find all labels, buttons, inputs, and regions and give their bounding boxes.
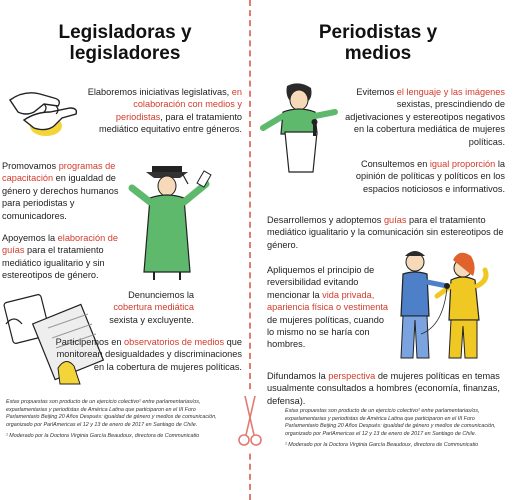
right-paragraph-1: Evitemos el lenguaje y las imágenes sexistas, prescindiendo de adjetivaciones y estereotipos negativos en la cobertura mediática de mujeres políticas. (345, 87, 505, 147)
left-title-line2: legisladores (69, 43, 181, 64)
right-footer-line: Parlamentario Beijing 20 Años Después: igualdad de género y medios de comunicación, (285, 423, 496, 430)
left-paragraph-5: Participemos en observatorios de medios que monitorean desigualdades y discriminaciones en la cobertura de mujeres políticas. (55, 337, 242, 372)
left-paragraph-1: Elaboremos iniciativas legislativas, en colaboración con medios y periodistas, para el tratamiento mediático equitativo entre géneros. (87, 87, 242, 135)
right-footer-note: ¹ Moderado por la Doctora Virginia García Beaudoux, directora de Communicatio (285, 442, 479, 449)
right-paragraph-4: Apliquemos el principio de reversibilidad evitando mencionar la vida privada, apariencia física o vestimenta de mujeres políticas, cuando lo mismo no se haría con hombres. (267, 265, 389, 350)
right-footer-line: exparlamentarias y periodistas de América Latina que participaron en el III Foro (285, 415, 475, 422)
right-title (293, 22, 463, 64)
left-title (20, 22, 230, 64)
left-footer (6, 399, 242, 441)
left-column (0, 0, 247, 500)
right-paragraph-2: Consultemos en igual proporción la opinión de políticas y políticos en los espacios noticiosos e informativos. (355, 159, 505, 194)
left-footer-note: ¹ Moderado por la Doctora Virginia García Beaudoux, directora de Communicatio (6, 433, 200, 440)
left-paragraph-2: Promovamos programas de capacitación en igualdad de género y derechos humanos para periodistas y comunicadores. (2, 161, 119, 221)
right-title-line2: medios (344, 43, 412, 64)
left-footer-line: Parlamentario Beijing 20 Años Después: igualdad de género y medios de comunicación, (6, 414, 217, 421)
right-footer (285, 408, 525, 450)
left-footer-line: exparlamentarias y periodistas de América Latina que participaron en el III Foro (6, 406, 196, 413)
right-paragraph-5: Difundamos la perspectiva de mujeres políticas en temas usualmente consultados a hombres (economía, finanzas, defensa). (267, 371, 500, 406)
handshake-illustration (4, 82, 84, 144)
right-footer-line: Estas propuestas son producto de un ejercicio colectivo¹ entre parlamentarias/os, (285, 408, 480, 414)
speaker-podium-illustration (255, 82, 347, 174)
right-column (253, 0, 505, 500)
right-title-line1: Periodistas y (318, 22, 438, 43)
left-footer-line: organizado por ParlAmericas el 12 y 13 de enero de 2017 en Santiago de Chile. (6, 421, 198, 428)
right-paragraph-3: Desarrollemos y adoptemos guías para el tratamiento mediático igualitario y la comunicación sin estereotipos de género. (267, 215, 504, 250)
left-paragraph-3: Apoyemos la elaboración de guías para el tratamiento mediático igualitario y sin estereotipos de género. (2, 233, 118, 281)
graduate-illustration (130, 164, 218, 282)
left-paragraph-4: Denunciemos la cobertura mediática sexista y excluyente. (109, 290, 194, 325)
right-footer-line: organizado por ParlAmericas el 12 y 13 de enero de 2017 en Santiago de Chile. (285, 430, 477, 437)
left-title-line1: Legisladoras y (58, 22, 192, 43)
interview-illustration (385, 246, 497, 362)
left-footer-line: Estas propuestas son producto de un ejercicio colectivo¹ entre parlamentarias/os, (6, 399, 201, 405)
